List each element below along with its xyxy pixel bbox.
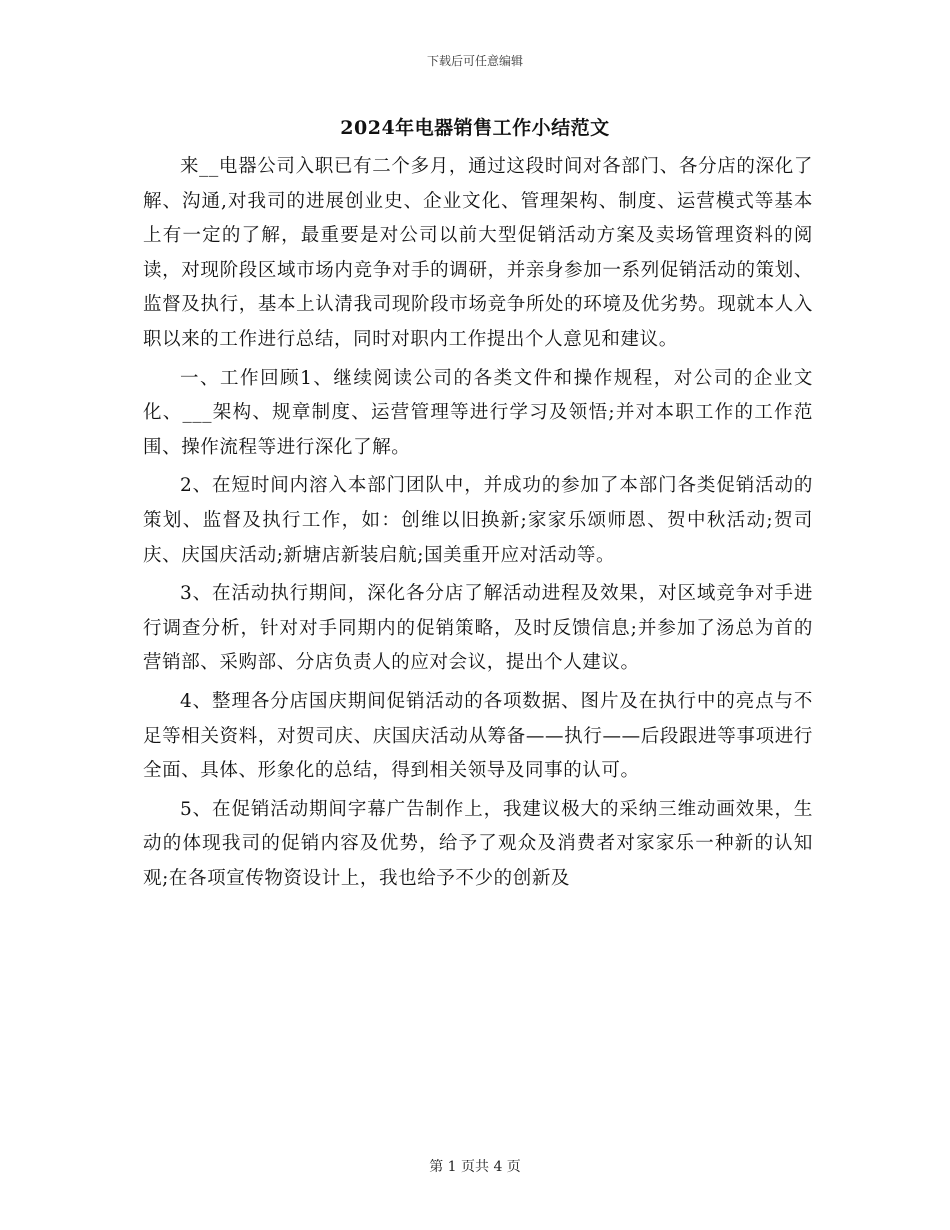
page-header-note: 下载后可任意编辑: [426, 54, 523, 68]
paragraph-review-5: 5、在促销活动期间字幕广告制作上，我建议极大的采纳三维动画效果，生动的体现我司的促销内容及优势，给予了观众及消费者对家家乐一种新的认知观;在各项宣传物资设计上，我也给予不少的创新及: [143, 798, 813, 889]
document-title: 2024年电器销售工作小结范文: [340, 117, 610, 139]
paragraph-review-3: 3、在活动执行期间，深化各分店了解活动进程及效果，对区域竞争对手进行调查分析，针对对手同期内的促销策略，及时反馈信息;并参加了汤总为首的营销部、采购部、分店负责人的应对会议，提出个人建议。: [143, 583, 813, 674]
page-number: 第 1 页共 4 页: [429, 1159, 521, 1175]
paragraph-intro: 来__电器公司入职已有二个多月，通过这段时间对各部门、各分店的深化了解、沟通,对我司的进展创业史、企业文化、管理架构、制度、运营模式等基本上有一定的了解，最重要是对公司以前大型促销活动方案及卖场管理资料的阅读，对现阶段区域市场内竞争对手的调研，并亲身参加一系列促销活动的策划、监督及执行，基本上认清我司现阶段市场竞争所处的环境及优劣势。现就本人入职以来的工作进行总结，同时对职内工作提出个人意见和建议。: [143, 156, 813, 350]
paragraph-review-1: 一、工作回顾1、继续阅读公司的各类文件和操作规程，对公司的企业文化、___架构、规章制度、运营管理等进行学习及领悟;并对本职工作的工作范围、操作流程等进行深化了解。: [143, 367, 813, 458]
document-body: [143, 150, 813, 900]
paragraph-review-4: 4、整理各分店国庆期间促销活动的各项数据、图片及在执行中的亮点与不足等相关资料，对贺司庆、庆国庆活动从筹备——执行——后段跟进等事项进行全面、具体、形象化的总结，得到相关领导及同事的认可。: [143, 690, 813, 782]
paragraph-review-2: 2、在短时间内溶入本部门团队中，并成功的参加了本部门各类促销活动的策划、监督及执行工作，如：创维以旧换新;家家乐颂师恩、贺中秋活动;贺司庆、庆国庆活动;新塘店新装启航;国美重开应对活动等。: [143, 475, 813, 566]
